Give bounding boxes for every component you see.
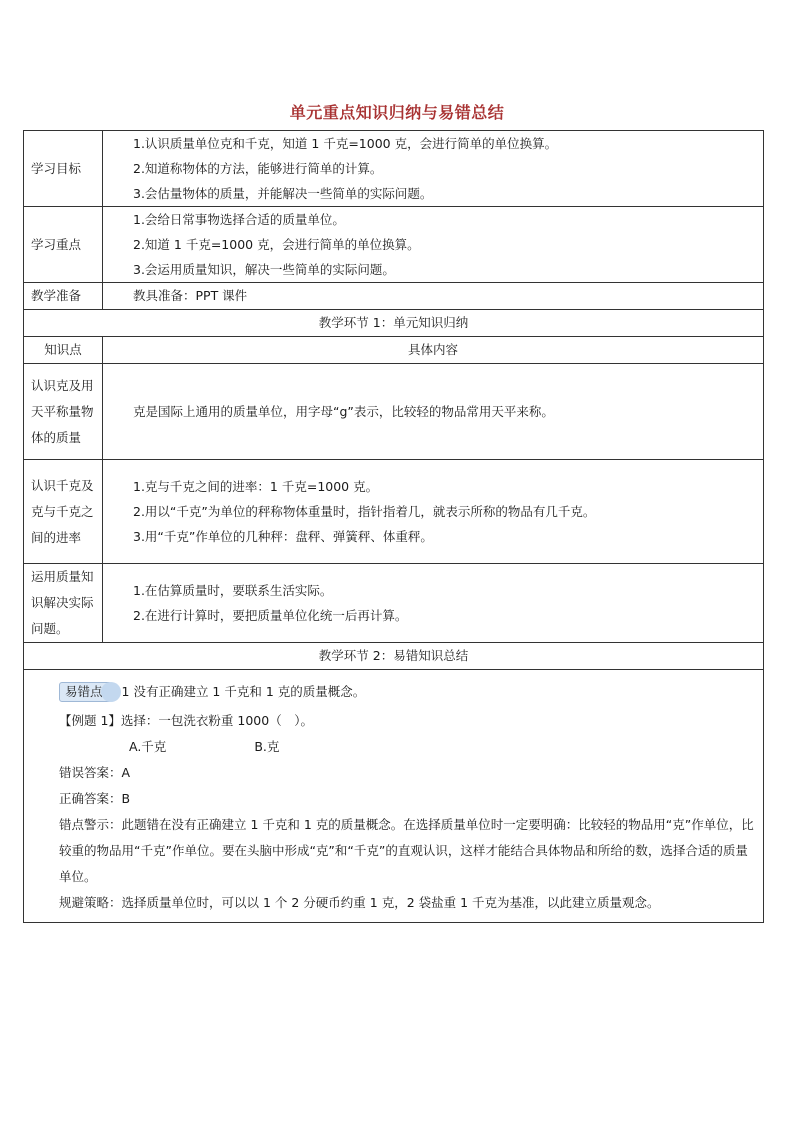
col-header-point: 知识点 — [24, 337, 103, 364]
summary-table — [23, 130, 764, 923]
section1-row — [24, 310, 764, 337]
focus-item: 3.会运用质量知识，解决一些简单的实际问题。 — [133, 262, 395, 277]
option-b: B.克 — [254, 739, 280, 754]
error-warning: 错点警示：此题错在没有正确建立 1 千克和 1 克的质量概念。在选择质量单位时一定要明确：比较轻的物品用“克”作单位，比较重的物品用“千克”作单位。要在头脑中形成“克”和“千克”的直观认识，这样才能结合具体物品和所给的数，选择合适的质量单位。 — [59, 817, 754, 884]
prep-label: 教学准备 — [24, 283, 103, 310]
point-item: 3.用“千克”作单位的几种秤：盘秤、弹簧秤、体重秤。 — [133, 529, 433, 544]
mistake-badge: 易错点 — [59, 682, 112, 702]
point-row — [24, 564, 764, 643]
goals-content — [103, 131, 764, 207]
wrong-answer: 错误答案：A — [59, 765, 131, 780]
col-header-content: 具体内容 — [103, 337, 764, 364]
goals-row — [24, 131, 764, 207]
goal-item: 3.会估量物体的质量，并能解决一些简单的实际问题。 — [133, 186, 433, 201]
point-content — [103, 460, 764, 564]
point-item: 2.用以“千克”为单位的秤称物体重量时，指针指着几，就表示所称的物品有几千克。 — [133, 504, 596, 519]
section2-title: 教学环节 2：易错知识总结 — [24, 643, 764, 670]
mistake-block — [24, 670, 763, 922]
column-header-row — [24, 337, 764, 364]
point-item: 1.克与千克之间的进率：1 千克=1000 克。 — [133, 479, 379, 494]
goals-label: 学习目标 — [24, 131, 103, 207]
prep-row — [24, 283, 764, 310]
point-label: 认识克及用天平称量物体的质量 — [24, 364, 103, 460]
focus-label: 学习重点 — [24, 207, 103, 283]
correct-answer: 正确答案：B — [59, 791, 131, 806]
point-label: 认识千克及克与千克之间的进率 — [24, 460, 103, 564]
option-a: A.千克 — [129, 739, 167, 754]
focus-item: 2.知道 1 千克=1000 克，会进行简单的单位换算。 — [133, 237, 420, 252]
focus-content — [103, 207, 764, 283]
example-question: 【例题 1】选择：一包洗衣粉重 1000（ ）。 — [59, 713, 313, 728]
point-row — [24, 460, 764, 564]
avoid-strategy: 规避策略：选择质量单位时，可以以 1 个 2 分硬币约重 1 克，2 袋盐重 1 千克为基准，以此建立质量观念。 — [59, 895, 660, 910]
page-title: 单元重点知识归纳与易错总结 — [289, 103, 505, 122]
example-options — [24, 734, 757, 760]
point-item: 1.在估算质量时，要联系生活实际。 — [133, 583, 333, 598]
point-label: 运用质量知识解决实际问题。 — [24, 564, 103, 643]
point-item: 2.在进行计算时，要把质量单位化统一后再计算。 — [133, 608, 408, 623]
goal-item: 1.认识质量单位克和千克，知道 1 千克=1000 克，会进行简单的单位换算。 — [133, 136, 558, 151]
focus-item: 1.会给日常事物选择合适的质量单位。 — [133, 212, 345, 227]
point-content — [103, 564, 764, 643]
point-content — [103, 364, 764, 460]
mistake-point: 1 没有正确建立 1 千克和 1 克的质量概念。 — [121, 684, 366, 699]
prep-value: 教具准备：PPT 课件 — [103, 283, 764, 310]
goal-item: 2.知道称物体的方法，能够进行简单的计算。 — [133, 161, 383, 176]
section1-title: 教学环节 1：单元知识归纳 — [24, 310, 764, 337]
section2-row — [24, 643, 764, 670]
point-item: 克是国际上通用的质量单位，用字母“g”表示，比较轻的物品常用天平来称。 — [133, 404, 554, 419]
focus-row — [24, 207, 764, 283]
mistake-row — [24, 670, 764, 923]
point-row — [24, 364, 764, 460]
